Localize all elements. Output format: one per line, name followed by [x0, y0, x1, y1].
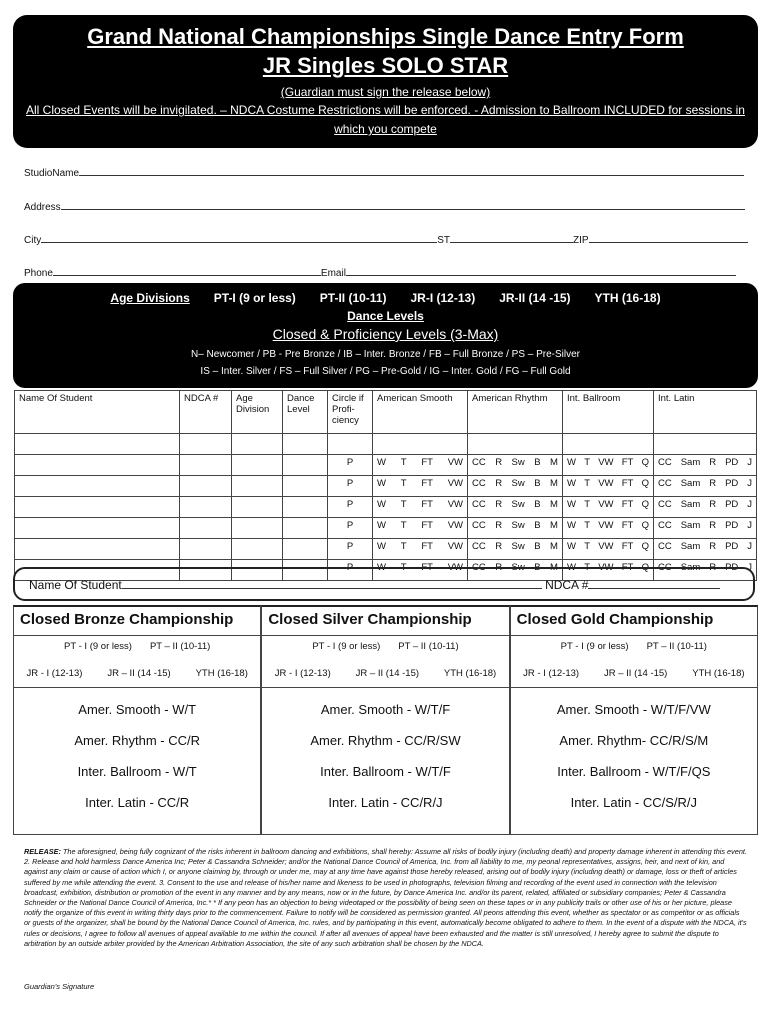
championship-division[interactable]: JR - I (12-13)	[26, 668, 83, 679]
dance-latin-option[interactable]: R	[709, 499, 717, 510]
blank-cell[interactable]	[563, 434, 654, 455]
dance-rhythm-option[interactable]: CC	[472, 562, 486, 573]
dance-latin-option[interactable]: R	[709, 541, 717, 552]
zip-label: ZIP	[573, 235, 589, 246]
championship-event[interactable]: Amer. Smooth - W/T	[78, 702, 197, 717]
championship-division[interactable]: JR – II (14 -15)	[603, 668, 668, 679]
header-ballroom: Int. Ballroom	[563, 391, 654, 434]
event-info: All Closed Events will be invigilated. – NDCA Costume Restrictions will be enforced. - Admission to Ballroom INCLUDED for sessions in which you compete	[26, 103, 745, 136]
championship-divisions-row-2	[262, 668, 508, 688]
dance-smooth-option[interactable]: T	[400, 541, 407, 552]
dance-ballroom-option[interactable]: Q	[641, 457, 649, 468]
email-field[interactable]	[346, 266, 736, 276]
blank-cell[interactable]	[328, 434, 373, 455]
dance-rhythm-option[interactable]: R	[495, 478, 503, 489]
levels-legend	[13, 346, 758, 380]
dance-latin-option[interactable]: J	[747, 520, 752, 531]
blank-cell[interactable]	[232, 434, 283, 455]
dance-ballroom-option[interactable]: Q	[641, 478, 649, 489]
championship-divisions-row-2	[511, 668, 757, 688]
name-strip	[13, 567, 755, 601]
dance-latin-option[interactable]: J	[747, 541, 752, 552]
dance-smooth-option[interactable]: VW	[447, 499, 463, 510]
dance-smooth-option[interactable]: W	[377, 541, 386, 552]
championship-division[interactable]: PT – II (10-11)	[646, 641, 707, 652]
championships	[13, 605, 758, 835]
entry-cell[interactable]	[283, 518, 328, 539]
championship-division[interactable]: PT – II (10-11)	[149, 641, 211, 652]
dance-latin-cell	[654, 518, 757, 539]
closed-levels-label: Closed & Proficiency Levels (3-Max)	[272, 326, 499, 342]
email-label: Email	[320, 268, 346, 279]
dance-rhythm-option[interactable]: R	[495, 562, 503, 573]
dance-latin-option[interactable]: PD	[725, 562, 739, 573]
dance-rhythm-option[interactable]: M	[550, 478, 558, 489]
dance-ballroom-option[interactable]: Q	[641, 520, 649, 531]
dance-ballroom-option[interactable]: FT	[621, 562, 634, 573]
dance-latin-option[interactable]: PD	[725, 457, 739, 468]
dance-ballroom-cell	[563, 455, 654, 476]
entry-cell[interactable]	[232, 497, 283, 518]
dance-latin-option[interactable]: CC	[658, 499, 672, 510]
dance-smooth-option[interactable]: W	[377, 499, 386, 510]
dance-ballroom-option[interactable]: T	[584, 499, 590, 510]
dance-ballroom-cell	[563, 518, 654, 539]
dance-rhythm-option[interactable]: M	[550, 457, 558, 468]
dance-smooth-option[interactable]: VW	[447, 478, 463, 489]
dance-latin-option[interactable]: Sam	[680, 541, 701, 552]
dance-ballroom-option[interactable]: VW	[598, 478, 614, 489]
dance-ballroom-cell	[563, 539, 654, 560]
blank-cell[interactable]	[180, 434, 232, 455]
header-proficiency: Circle if Profi- ciency	[328, 391, 373, 434]
proficiency-circle[interactable]: P	[328, 560, 373, 581]
dance-ballroom-option[interactable]: VW	[598, 457, 614, 468]
dance-smooth-cell	[373, 539, 468, 560]
city-line	[24, 233, 748, 246]
championship-box	[261, 605, 509, 835]
dance-latin-option[interactable]: PD	[725, 478, 739, 489]
dance-smooth-option[interactable]: W	[377, 478, 386, 489]
header-age: Age Division	[232, 391, 283, 434]
dance-ballroom-option[interactable]: Q	[641, 541, 649, 552]
entry-cell[interactable]	[283, 497, 328, 518]
ndca-strip-label: NDCA #	[545, 578, 589, 592]
championship-division[interactable]: PT - I (9 or less)	[64, 641, 132, 652]
dance-ballroom-option[interactable]: W	[567, 478, 576, 489]
dance-latin-option[interactable]: CC	[658, 457, 672, 468]
dance-rhythm-cell	[468, 455, 563, 476]
dance-latin-option[interactable]: CC	[658, 478, 672, 489]
dance-ballroom-option[interactable]: Q	[641, 499, 649, 510]
championship-divisions-row-1	[262, 641, 508, 652]
division-pt1: PT-I (9 or less)	[213, 291, 296, 305]
dance-ballroom-option[interactable]: FT	[621, 499, 634, 510]
dance-rhythm-option[interactable]: B	[534, 478, 541, 489]
name-strip-label: Name Of Student	[29, 578, 122, 592]
header-latin: Int. Latin	[654, 391, 757, 434]
phone-line	[24, 266, 736, 279]
header-ndca: NDCA #	[180, 391, 232, 434]
dance-ballroom-option[interactable]: W	[567, 541, 576, 552]
dance-rhythm-option[interactable]: R	[495, 520, 503, 531]
dance-rhythm-option[interactable]: M	[550, 520, 558, 531]
dance-ballroom-option[interactable]: T	[584, 541, 590, 552]
dance-rhythm-option[interactable]: R	[495, 541, 503, 552]
studio-label: StudioName	[24, 168, 80, 179]
dance-rhythm-option[interactable]: M	[550, 499, 558, 510]
header-rhythm: American Rhythm	[468, 391, 563, 434]
age-divisions-row	[13, 291, 758, 305]
championship-division[interactable]: YTH (16-18)	[692, 668, 745, 679]
entry-table	[14, 390, 757, 581]
dance-rhythm-cell	[468, 518, 563, 539]
dance-smooth-option[interactable]: T	[400, 499, 407, 510]
table-row	[15, 497, 757, 518]
dance-latin-option[interactable]: J	[747, 499, 752, 510]
dance-ballroom-option[interactable]: T	[584, 562, 590, 573]
dance-rhythm-option[interactable]: B	[534, 562, 541, 573]
dance-smooth-option[interactable]: T	[400, 457, 407, 468]
dance-latin-option[interactable]: R	[709, 562, 717, 573]
dance-rhythm-cell	[468, 476, 563, 497]
championship-event[interactable]: Amer. Smooth - W/T/F	[320, 702, 451, 717]
dance-latin-option[interactable]: PD	[725, 541, 739, 552]
dance-ballroom-option[interactable]: T	[584, 478, 590, 489]
city-field[interactable]	[41, 233, 437, 243]
dance-rhythm-option[interactable]: R	[495, 457, 503, 468]
header-smooth: American Smooth	[373, 391, 468, 434]
division-jr1: JR-I (12-13)	[410, 291, 476, 305]
championship-box	[13, 605, 261, 835]
header-name: Name Of Student	[15, 391, 180, 434]
championship-division[interactable]: YTH (16-18)	[443, 668, 497, 679]
championship-title: Closed Bronze Championship	[14, 607, 260, 636]
dance-ballroom-option[interactable]: VW	[598, 562, 614, 573]
dance-ballroom-option[interactable]: T	[584, 520, 590, 531]
dance-latin-cell	[654, 539, 757, 560]
dance-rhythm-option[interactable]: R	[495, 499, 503, 510]
entry-cell[interactable]	[15, 455, 180, 476]
dance-latin-option[interactable]: CC	[658, 520, 672, 531]
release-label: RELEASE:	[24, 847, 61, 856]
table-row	[15, 518, 757, 539]
dance-rhythm-option[interactable]: B	[534, 499, 541, 510]
guardian-signature[interactable]: Guardian's Signature	[24, 982, 95, 991]
dance-latin-option[interactable]: Sam	[680, 499, 701, 510]
dance-smooth-option[interactable]: FT	[421, 562, 433, 573]
dance-ballroom-option[interactable]: W	[567, 562, 576, 573]
entry-cell[interactable]	[283, 539, 328, 560]
championship-division[interactable]: JR – II (14 -15)	[355, 668, 420, 679]
dance-rhythm-option[interactable]: CC	[472, 541, 486, 552]
guardian-note: (Guardian must sign the release below)	[280, 85, 491, 99]
championship-division[interactable]: JR – II (14 -15)	[107, 668, 171, 679]
dance-smooth-option[interactable]: W	[377, 562, 386, 573]
dance-latin-option[interactable]: CC	[658, 562, 672, 573]
dance-latin-option[interactable]: Sam	[680, 457, 701, 468]
entry-cell[interactable]	[232, 539, 283, 560]
proficiency-circle[interactable]: P	[328, 497, 373, 518]
dance-ballroom-option[interactable]: Q	[641, 562, 649, 573]
championship-box	[510, 605, 758, 835]
proficiency-circle[interactable]: P	[328, 476, 373, 497]
dance-rhythm-option[interactable]: Sw	[511, 520, 525, 531]
dance-latin-cell	[654, 455, 757, 476]
dance-rhythm-option[interactable]: Sw	[511, 499, 525, 510]
championship-event[interactable]: Amer. Rhythm - CC/R/SW	[310, 733, 461, 748]
form-title: Grand National Championships Single Dance Entry Form	[87, 24, 684, 49]
dance-latin-option[interactable]: R	[709, 457, 717, 468]
dance-latin-option[interactable]: Sam	[680, 520, 701, 531]
dance-smooth-option[interactable]: FT	[421, 499, 433, 510]
dance-smooth-cell	[373, 497, 468, 518]
dance-rhythm-option[interactable]: CC	[472, 478, 486, 489]
dance-ballroom-option[interactable]: FT	[621, 541, 634, 552]
dance-smooth-option[interactable]: W	[377, 457, 386, 468]
studio-field[interactable]	[79, 166, 744, 176]
championship-event[interactable]: Inter. Ballroom - W/T/F	[320, 764, 451, 779]
dance-ballroom-option[interactable]: W	[567, 520, 576, 531]
table-row	[15, 434, 757, 455]
dance-latin-option[interactable]: J	[747, 478, 752, 489]
dance-smooth-option[interactable]: VW	[447, 562, 463, 573]
entry-cell[interactable]	[15, 497, 180, 518]
dance-smooth-cell	[373, 518, 468, 539]
blank-cell[interactable]	[373, 434, 468, 455]
dance-latin-option[interactable]: PD	[725, 499, 739, 510]
blank-cell[interactable]	[283, 434, 328, 455]
entry-cell[interactable]	[180, 476, 232, 497]
dance-rhythm-option[interactable]: B	[534, 541, 541, 552]
address-field[interactable]	[61, 200, 745, 210]
form-subtitle: JR Singles SOLO STAR	[262, 53, 509, 78]
st-field[interactable]	[450, 233, 573, 243]
dance-rhythm-option[interactable]: M	[550, 541, 558, 552]
dance-rhythm-option[interactable]: B	[534, 520, 541, 531]
dance-smooth-option[interactable]: FT	[421, 478, 433, 489]
championship-event[interactable]: Amer. Smooth - W/T/F/VW	[556, 702, 711, 717]
dance-ballroom-option[interactable]: T	[584, 457, 590, 468]
division-yth: YTH (16-18)	[594, 291, 661, 305]
dance-smooth-option[interactable]: FT	[421, 541, 433, 552]
dance-rhythm-cell	[468, 539, 563, 560]
ndca-strip-field[interactable]	[588, 579, 720, 589]
form-header	[13, 15, 758, 148]
championship-divisions-row-1	[14, 641, 260, 652]
table-header-row	[15, 391, 757, 434]
dance-ballroom-option[interactable]: FT	[621, 457, 634, 468]
entry-cell[interactable]	[283, 455, 328, 476]
studio-line	[24, 166, 744, 179]
entry-cell[interactable]	[232, 518, 283, 539]
city-label: City	[24, 235, 42, 246]
entry-cell[interactable]	[15, 518, 180, 539]
championship-divisions-row-1	[511, 641, 757, 652]
entry-cell[interactable]	[232, 455, 283, 476]
blank-cell[interactable]	[15, 434, 180, 455]
table-row	[15, 455, 757, 476]
dance-smooth-option[interactable]: T	[400, 478, 407, 489]
dance-rhythm-option[interactable]: Sw	[511, 478, 525, 489]
proficiency-circle[interactable]: P	[328, 518, 373, 539]
championship-event[interactable]: Inter. Latin - CC/R/J	[328, 795, 443, 810]
dance-rhythm-option[interactable]: Sw	[511, 541, 525, 552]
dance-rhythm-option[interactable]: CC	[472, 457, 486, 468]
release-text	[24, 847, 748, 949]
dance-smooth-option[interactable]: W	[377, 520, 386, 531]
championship-event[interactable]: Amer. Rhythm- CC/R/S/M	[559, 733, 709, 748]
dance-latin-option[interactable]: J	[747, 457, 752, 468]
dance-smooth-option[interactable]: VW	[447, 541, 463, 552]
dance-latin-cell	[654, 497, 757, 518]
dance-latin-option[interactable]: CC	[658, 541, 672, 552]
dance-ballroom-option[interactable]: VW	[598, 499, 614, 510]
header-level: Dance Level	[283, 391, 328, 434]
dance-rhythm-option[interactable]: Sw	[511, 562, 525, 573]
dance-smooth-option[interactable]: FT	[421, 457, 433, 468]
dance-smooth-cell	[373, 455, 468, 476]
championship-division[interactable]: PT – II (10-11)	[398, 641, 459, 652]
championship-event[interactable]: Inter. Ballroom - W/T	[77, 764, 197, 779]
entry-cell[interactable]	[180, 455, 232, 476]
entry-cell[interactable]	[180, 497, 232, 518]
dance-smooth-option[interactable]: VW	[447, 520, 463, 531]
blank-cell[interactable]	[654, 434, 757, 455]
championship-division[interactable]: PT - I (9 or less)	[312, 641, 381, 652]
championship-event[interactable]: Inter. Latin - CC/R	[85, 795, 190, 810]
name-strip-field[interactable]	[122, 579, 542, 589]
phone-label: Phone	[24, 268, 53, 279]
blank-cell[interactable]	[468, 434, 563, 455]
dance-smooth-option[interactable]: T	[400, 562, 407, 573]
divisions-box	[13, 283, 758, 388]
dance-latin-option[interactable]: Sam	[680, 562, 701, 573]
dance-ballroom-option[interactable]: W	[567, 499, 576, 510]
table-row	[15, 539, 757, 560]
dance-latin-cell	[654, 476, 757, 497]
levels-line-1: N– Newcomer / PB - Pre Bronze / IB – Inter. Bronze / FB – Full Bronze / PS – Pre-Silver	[190, 349, 581, 360]
championship-event[interactable]: Inter. Latin - CC/S/R/J	[570, 795, 698, 810]
dance-rhythm-option[interactable]: CC	[472, 520, 486, 531]
dance-latin-option[interactable]: R	[709, 478, 717, 489]
dance-ballroom-cell	[563, 497, 654, 518]
championship-division[interactable]: PT - I (9 or less)	[560, 641, 629, 652]
championship-division[interactable]: YTH (16-18)	[195, 668, 248, 679]
dance-ballroom-option[interactable]: FT	[621, 478, 634, 489]
dance-rhythm-option[interactable]: CC	[472, 499, 486, 510]
dance-latin-option[interactable]: J	[747, 562, 752, 573]
st-label: ST	[437, 235, 451, 246]
dance-smooth-option[interactable]: FT	[421, 520, 433, 531]
division-jr2: JR-II (14 -15)	[499, 291, 571, 305]
address-line	[24, 200, 745, 213]
championship-event[interactable]: Amer. Rhythm - CC/R	[74, 733, 200, 748]
dance-latin-option[interactable]: PD	[725, 520, 739, 531]
dance-ballroom-option[interactable]: VW	[598, 520, 614, 531]
proficiency-circle[interactable]: P	[328, 539, 373, 560]
proficiency-circle[interactable]: P	[328, 455, 373, 476]
age-divisions-label: Age Divisions	[110, 291, 190, 305]
dance-rhythm-option[interactable]: Sw	[511, 457, 525, 468]
dance-levels-label: Dance Levels	[347, 309, 424, 323]
phone-field[interactable]	[53, 266, 321, 276]
entry-cell[interactable]	[180, 518, 232, 539]
entry-cell[interactable]	[283, 476, 328, 497]
championship-title: Closed Gold Championship	[511, 607, 757, 636]
table-row	[15, 476, 757, 497]
dance-rhythm-cell	[468, 497, 563, 518]
championship-division[interactable]: JR - I (12-13)	[523, 668, 580, 679]
dance-ballroom-option[interactable]: W	[567, 457, 576, 468]
entry-cell[interactable]	[180, 539, 232, 560]
dance-smooth-option[interactable]: VW	[447, 457, 463, 468]
championship-division[interactable]: JR - I (12-13)	[274, 668, 331, 679]
dance-ballroom-option[interactable]: VW	[598, 541, 614, 552]
entry-cell[interactable]	[15, 476, 180, 497]
dance-latin-option[interactable]: R	[709, 520, 717, 531]
dance-ballroom-option[interactable]: FT	[621, 520, 634, 531]
championship-divisions-row-2	[14, 668, 260, 688]
dance-latin-option[interactable]: Sam	[680, 478, 701, 489]
dance-ballroom-cell	[563, 476, 654, 497]
levels-line-2: IS – Inter. Silver / FS – Full Silver / PG – Pre-Gold / IG – Inter. Gold / FG – Full Gold	[200, 366, 571, 377]
zip-field[interactable]	[589, 233, 748, 243]
dance-rhythm-option[interactable]: B	[534, 457, 541, 468]
championship-event[interactable]: Inter. Ballroom - W/T/F/QS	[557, 764, 711, 779]
release-body: The aforesigned, being fully cognizant of the risks inherent in ballroom dancing and exhibitions, shall hereby: Assume all risks of bodily injury (including death) and property damage inherent in attending this event. 2. Release and hold harmless Dance America Inc; Peter & Cassandra Schneider; and/or the National Dance Council of America, Inc. from all liability to me, my peonal representatives, assigns, heir, and next of kin, and against any claim or cause of action which I, or anyone claiming by, through or under me, may at any time have against those hereby released, arising out of bodily injury (including death) or damage, loss or theft of articles suffered by me while attending the event. 3. Consent to the use and release of his/her name and likeness to be used in photographs, television filming and recording of the event used in connection with the television broadcast, exhibition, distribution or promotion of the event in any manner and by any means, now or in the future, by Dance America Inc. and/or its parent, related, affiliated or subsidiary companies; Peter & Cassandra Schneider or the National Dance Council of America, Inc.* * If any peon has an objection to being videotaped or the possibility of being seen on these tapes or in any publicity trails or other use of his or her picture, please notify the organize of this event in writing thirty days prior to the commencement. Failure to notify will be considered as permission granted. All peons attending this event, whether as spectator or as competitor or as officials or guests of the organizer, shall be bound by the National Dance Council of America, Inc. rules, and by participating in this event, automatically become obligated to adhere to them. In the event of a dispute with the NDCA, it's rules or decisions, I agree to follow all avenues of appeal available to me within the council. If after all avenues of appeal have been exhausted and the matter is still unresolved, I hereby agree to submit the dispute to arbitration by an outside arbiter provided by the American Arbitration Association, the site of any such arbitration shall be chosen by the NDCA.	[24, 847, 747, 948]
dance-smooth-cell	[373, 476, 468, 497]
dance-smooth-option[interactable]: T	[400, 520, 407, 531]
dance-rhythm-option[interactable]: M	[550, 562, 558, 573]
entry-cell[interactable]	[232, 476, 283, 497]
championship-title: Closed Silver Championship	[262, 607, 508, 636]
entry-cell[interactable]	[15, 539, 180, 560]
address-label: Address	[24, 202, 61, 213]
division-pt2: PT-II (10-11)	[319, 291, 387, 305]
